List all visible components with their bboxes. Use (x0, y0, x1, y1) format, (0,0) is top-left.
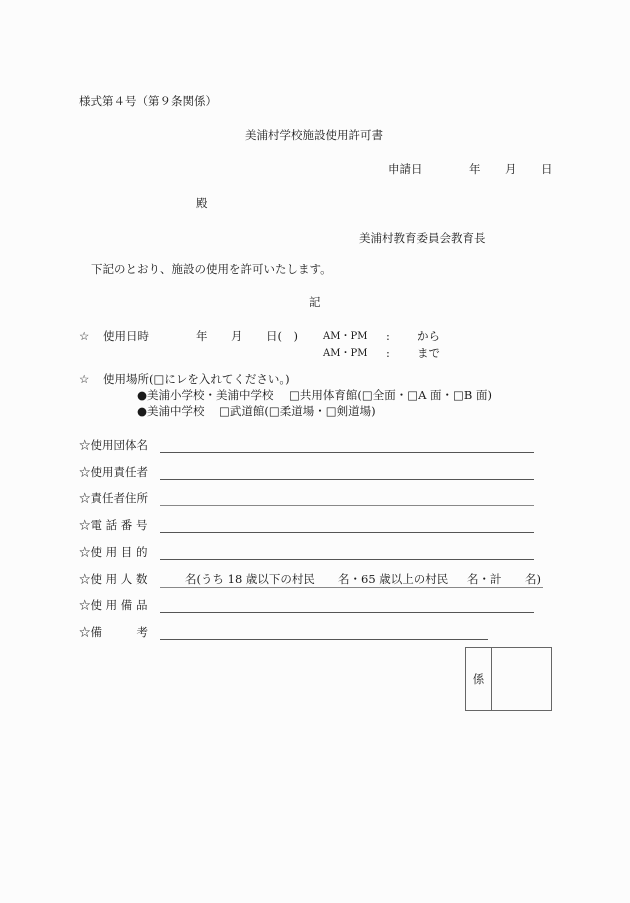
from-suffix: から (417, 329, 440, 343)
from-colon: : (386, 329, 390, 343)
headcount-input[interactable] (160, 573, 543, 588)
ki-heading: 記 (309, 295, 321, 309)
application-date-day[interactable]: 日 (541, 162, 553, 176)
staff-signature-cell[interactable] (492, 648, 551, 710)
headcount-under18-unit: 名・65 歳以上の村民 (338, 572, 449, 586)
equipment-input[interactable] (160, 612, 534, 613)
headcount-over65-unit: 名・計 (467, 572, 502, 586)
from-ampm[interactable]: AM・PM (323, 331, 368, 342)
application-date-year[interactable]: 年 (469, 162, 481, 176)
to-ampm[interactable]: AM・PM (323, 348, 368, 359)
school-option-elementary-junior: ●美浦小学校・美浦中学校 (137, 388, 274, 402)
document-title: 美浦村学校施設使用許可書 (245, 128, 383, 142)
intro-text: 下記のとおり、施設の使用を許可いたします。 (91, 262, 332, 276)
headcount-sum-unit: 名) (525, 572, 541, 586)
gymnasium-checkbox-group[interactable]: □共用体育館(□全面・□A 面・□B 面) (289, 388, 493, 402)
field-label-responsible-person: ☆使用責任者 (79, 465, 148, 479)
staff-label: 係 (466, 648, 492, 710)
purpose-input[interactable] (160, 559, 534, 560)
usage-datetime-label: 使用日時 (103, 329, 149, 343)
staff-stamp-box (465, 647, 552, 711)
usage-year[interactable]: 年 (196, 329, 208, 343)
usage-day[interactable]: 日( ) (266, 329, 298, 343)
usage-place-label: 使用場所(□にレを入れてください。) (103, 372, 290, 386)
field-label-responsible-address: ☆責任者住所 (79, 491, 148, 505)
field-label-equipment: ☆使 用 備 品 (79, 598, 148, 612)
application-date-label: 申請日 (388, 162, 423, 176)
responsible-person-input[interactable] (160, 479, 534, 480)
usage-month[interactable]: 月 (231, 329, 243, 343)
group-name-input[interactable] (160, 452, 534, 453)
issuer: 美浦村教育委員会教育長 (359, 231, 486, 245)
field-label-remarks: ☆備 考 (79, 625, 148, 639)
remarks-input[interactable] (160, 639, 488, 640)
headcount-total-unit: 名(うち 18 歳以下の村民 (185, 572, 315, 586)
phone-input[interactable] (160, 532, 534, 533)
application-date-month[interactable]: 月 (505, 162, 517, 176)
budokan-checkbox-group[interactable]: □武道館(□柔道場・□剣道場) (219, 404, 376, 418)
field-label-headcount: ☆使 用 人 数 (79, 572, 148, 586)
addressee-suffix: 殿 (196, 196, 208, 210)
school-option-junior: ●美浦中学校 (137, 404, 205, 418)
to-colon: : (386, 346, 390, 360)
responsible-address-input[interactable] (160, 505, 534, 506)
star-icon: ☆ (79, 329, 90, 343)
field-label-phone: ☆電 話 番 号 (79, 518, 148, 532)
field-label-group-name: ☆使用団体名 (79, 438, 148, 452)
form-number: 様式第４号（第９条関係） (79, 94, 217, 108)
field-label-purpose: ☆使 用 目 的 (79, 545, 148, 559)
star-icon: ☆ (79, 372, 90, 386)
to-suffix: まで (417, 346, 440, 360)
